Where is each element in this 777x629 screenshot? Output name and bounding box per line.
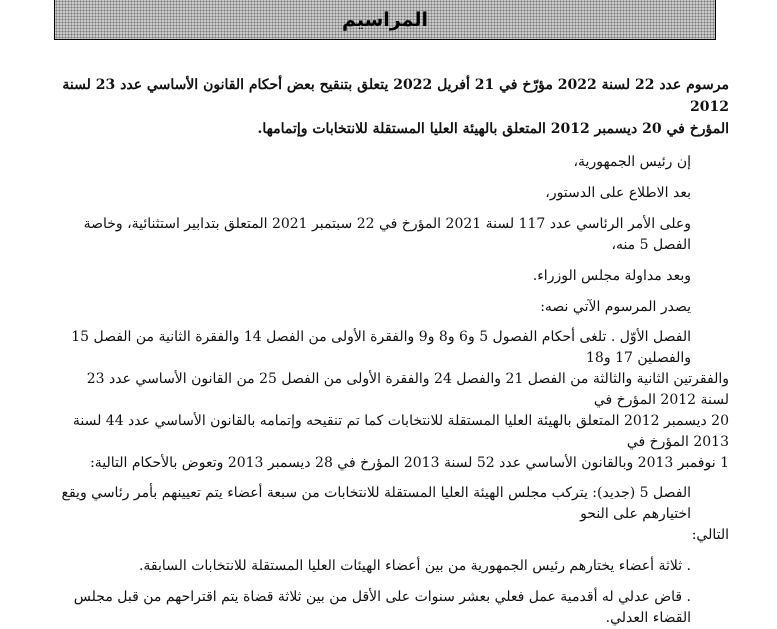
article-1-line: والفقرتين الثانية والثالثة من الفصل 21 والفصل 24 والفقرة الأولى من الفصل 25 من القانون الأساسي عدد 23 لسنة 2012 المؤرخ في [86, 371, 729, 408]
article-1-line: 1 نوفمبر 2013 وبالقانون الأساسي عدد 52 لسنة 2013 المؤرخ في 28 ديسمبر 2013 وتعوض بالأحكام التالية: [90, 455, 729, 471]
decree-title-line: مرسوم عدد 22 لسنة 2022 مؤرّخ في 21 أفريل 2022 يتعلق بتنقيح بعض أحكام القانون الأساسي عدد 23 لسنة 2012 [62, 77, 729, 115]
article-5-line: التالي: [691, 527, 729, 543]
preamble-line: يصدر المرسوم الآتي نصه: [540, 299, 691, 315]
decree-body [54, 74, 729, 629]
list-item: . قاض عدلي له أقدمية عمل فعلي بعشر سنوات على الأقل من بين ثلاثة قضاة يتم اقتراحهم من قبل مجلس القضاء العدلي. [73, 589, 691, 626]
section-title: المراسيم [341, 8, 429, 31]
preamble-line: وعلى الأمر الرئاسي عدد 117 لسنة 2021 المؤرخ في 22 سبتمبر 2021 المتعلق بتدابير استثنائية، وخاصة الفصل 5 منه، [83, 216, 691, 253]
decree-title [54, 74, 729, 140]
preamble-line: بعد الاطلاع على الدستور، [545, 185, 691, 201]
section-header-band [54, 0, 716, 40]
list-item: . ثلاثة أعضاء يختارهم رئيس الجمهورية من بين أعضاء الهيئات العليا المستقلة للانتخابات السابقة. [138, 558, 691, 574]
article-1 [54, 327, 729, 474]
article-1-line: الفصل الأوّل . تلغى أحكام الفصول 5 و6 و8 و9 والفقرة الأولى من الفصل 14 والفقرة الثانية من الفصل 15 والفصلين 17 و18 [71, 329, 691, 366]
decree-title-line: المؤرخ في 20 ديسمبر 2012 المتعلق بالهيئة العليا المستقلة للانتخابات وإتمامها. [257, 121, 729, 137]
preamble-line: إن رئيس الجمهورية، [573, 154, 691, 170]
article-5-line: الفصل 5 (جديد): يتركب مجلس الهيئة العليا المستقلة للانتخابات من سبعة أعضاء يتم تعيينهم بأمر رئاسي ويقع اختيارهم على النحو [61, 485, 691, 522]
article-1-line: 20 ديسمبر 2012 المتعلق بالهيئة العليا المستقلة للانتخابات كما تم تنقيحه وإتمامه بالقانون الأساسي عدد 44 لسنة 2013 المؤرخ في [72, 413, 729, 450]
preamble-line: وبعد مداولة مجلس الوزراء. [532, 268, 691, 284]
article-5 [54, 483, 729, 546]
